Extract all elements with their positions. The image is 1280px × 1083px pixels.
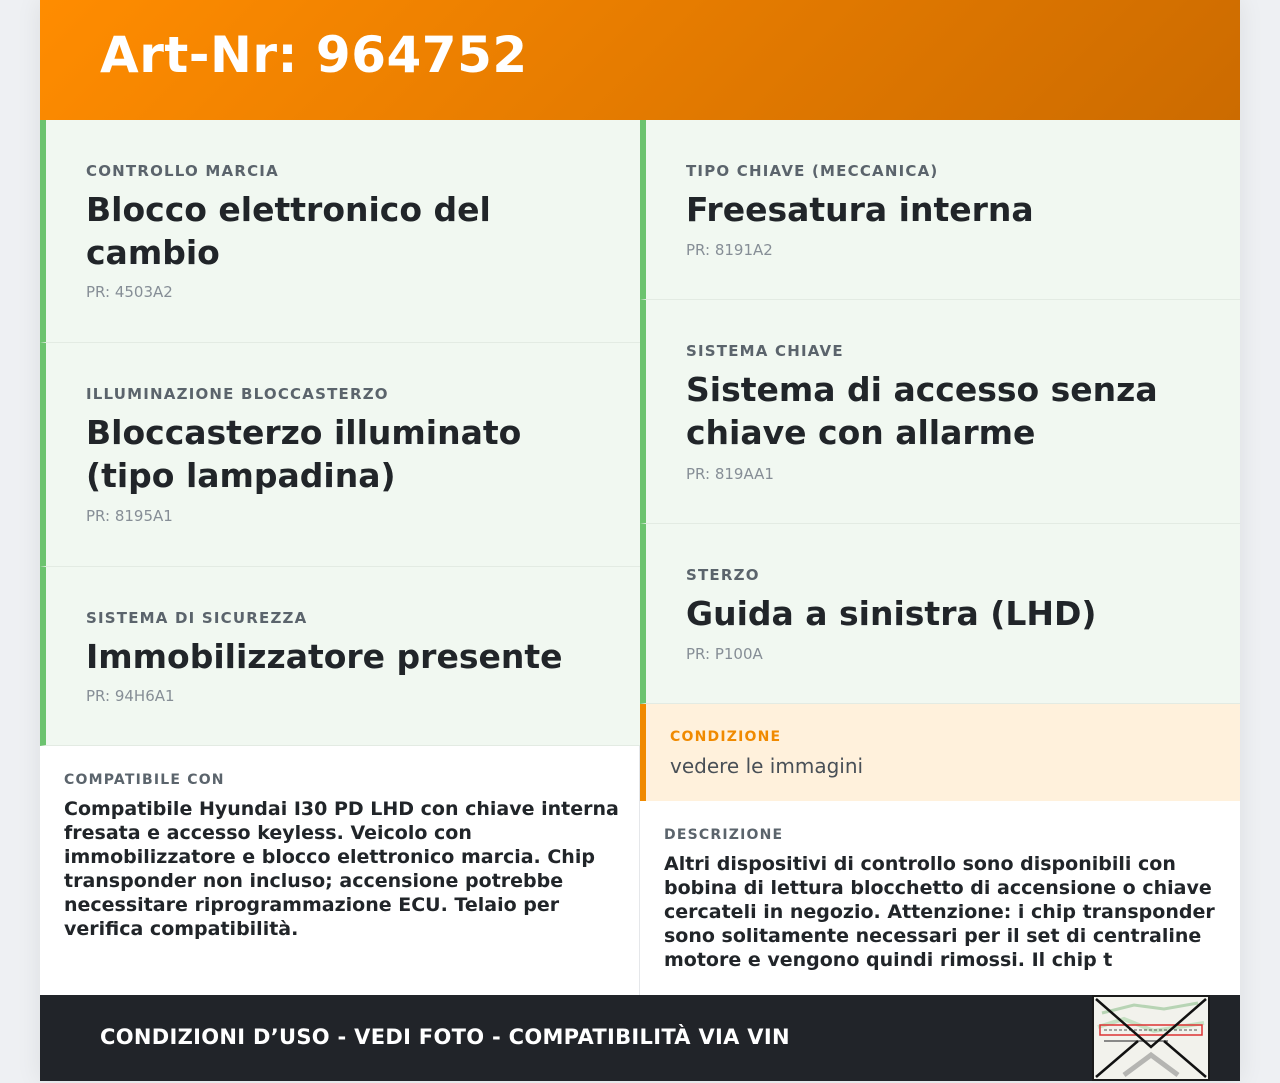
- spec-category: STERZO: [686, 566, 760, 584]
- compatible-label: COMPATIBILE CON: [64, 772, 225, 788]
- column-divider: [639, 746, 640, 996]
- spec-pr-code: PR: 8195A1: [86, 507, 173, 525]
- spec-pr-code: PR: 4503A2: [86, 283, 173, 301]
- footer-bar: [40, 995, 1240, 1081]
- spec-value: Sistema di accesso senza chiave con allarme: [686, 370, 1158, 452]
- spec-category: SISTEMA CHIAVE: [686, 342, 844, 360]
- spec-card-security: [40, 567, 640, 746]
- envelope-icon: [1094, 997, 1208, 1079]
- spec-category: SISTEMA DI SICUREZZA: [86, 609, 308, 627]
- condition-label: CONDIZIONE: [670, 729, 782, 745]
- spec-card-steering: [640, 524, 1240, 704]
- description-section: [664, 827, 1224, 972]
- spec-card-lock-illumination: [40, 343, 640, 567]
- spec-value: Guida a sinistra (LHD): [686, 594, 1097, 633]
- description-label: DESCRIZIONE: [664, 827, 784, 843]
- spec-card-key-type: [640, 120, 1240, 300]
- spec-value: Immobilizzatore presente: [86, 637, 563, 676]
- spec-pr-code: PR: 819AA1: [686, 465, 774, 483]
- product-sheet: [40, 0, 1240, 1081]
- spec-card-shift-control: [40, 120, 640, 343]
- document-thumbnail-icon[interactable]: [1092, 995, 1210, 1081]
- spec-pr-code: PR: 94H6A1: [86, 687, 175, 705]
- spec-category: TIPO CHIAVE (MECCANICA): [686, 162, 939, 180]
- spec-card-key-system: [640, 300, 1240, 524]
- spec-value: Blocco elettronico del cambio: [86, 190, 491, 272]
- description-text: Altri dispositivi di controllo sono disponibili con bobina di lettura blocchetto di accensione o chiave cercateli in negozio. Attenzione: i chip transponder sono solitamente necessari per il set di centraline motore e vengono quindi rimossi. Il chip t: [664, 853, 1215, 971]
- spec-category: CONTROLLO MARCIA: [86, 162, 279, 180]
- condition-box: [640, 704, 1240, 801]
- spec-value: Bloccasterzo illuminato (tipo lampadina): [86, 413, 522, 495]
- spec-pr-code: PR: 8191A2: [686, 241, 773, 259]
- footer-text: CONDIZIONI D’USO - VEDI FOTO - COMPATIBILITÀ VIA VIN: [100, 1025, 790, 1049]
- spec-value: Freesatura interna: [686, 190, 1034, 229]
- header-bar: [40, 0, 1240, 120]
- spec-category: ILLUMINAZIONE BLOCCASTERZO: [86, 385, 389, 403]
- condition-value: vedere le immagini: [670, 754, 864, 778]
- article-number-title: Art-Nr: 964752: [100, 26, 528, 84]
- compatible-text: Compatibile Hyundai I30 PD LHD con chiave interna fresata e accesso keyless. Veicolo con immobilizzatore e blocco elettronico marcia. Chip transponder non incluso; accensione potrebbe necessitare riprogrammazione ECU. Telaio per verifica compatibilità.: [64, 798, 619, 940]
- compatible-section: [64, 772, 620, 941]
- spec-pr-code: PR: P100A: [686, 645, 763, 663]
